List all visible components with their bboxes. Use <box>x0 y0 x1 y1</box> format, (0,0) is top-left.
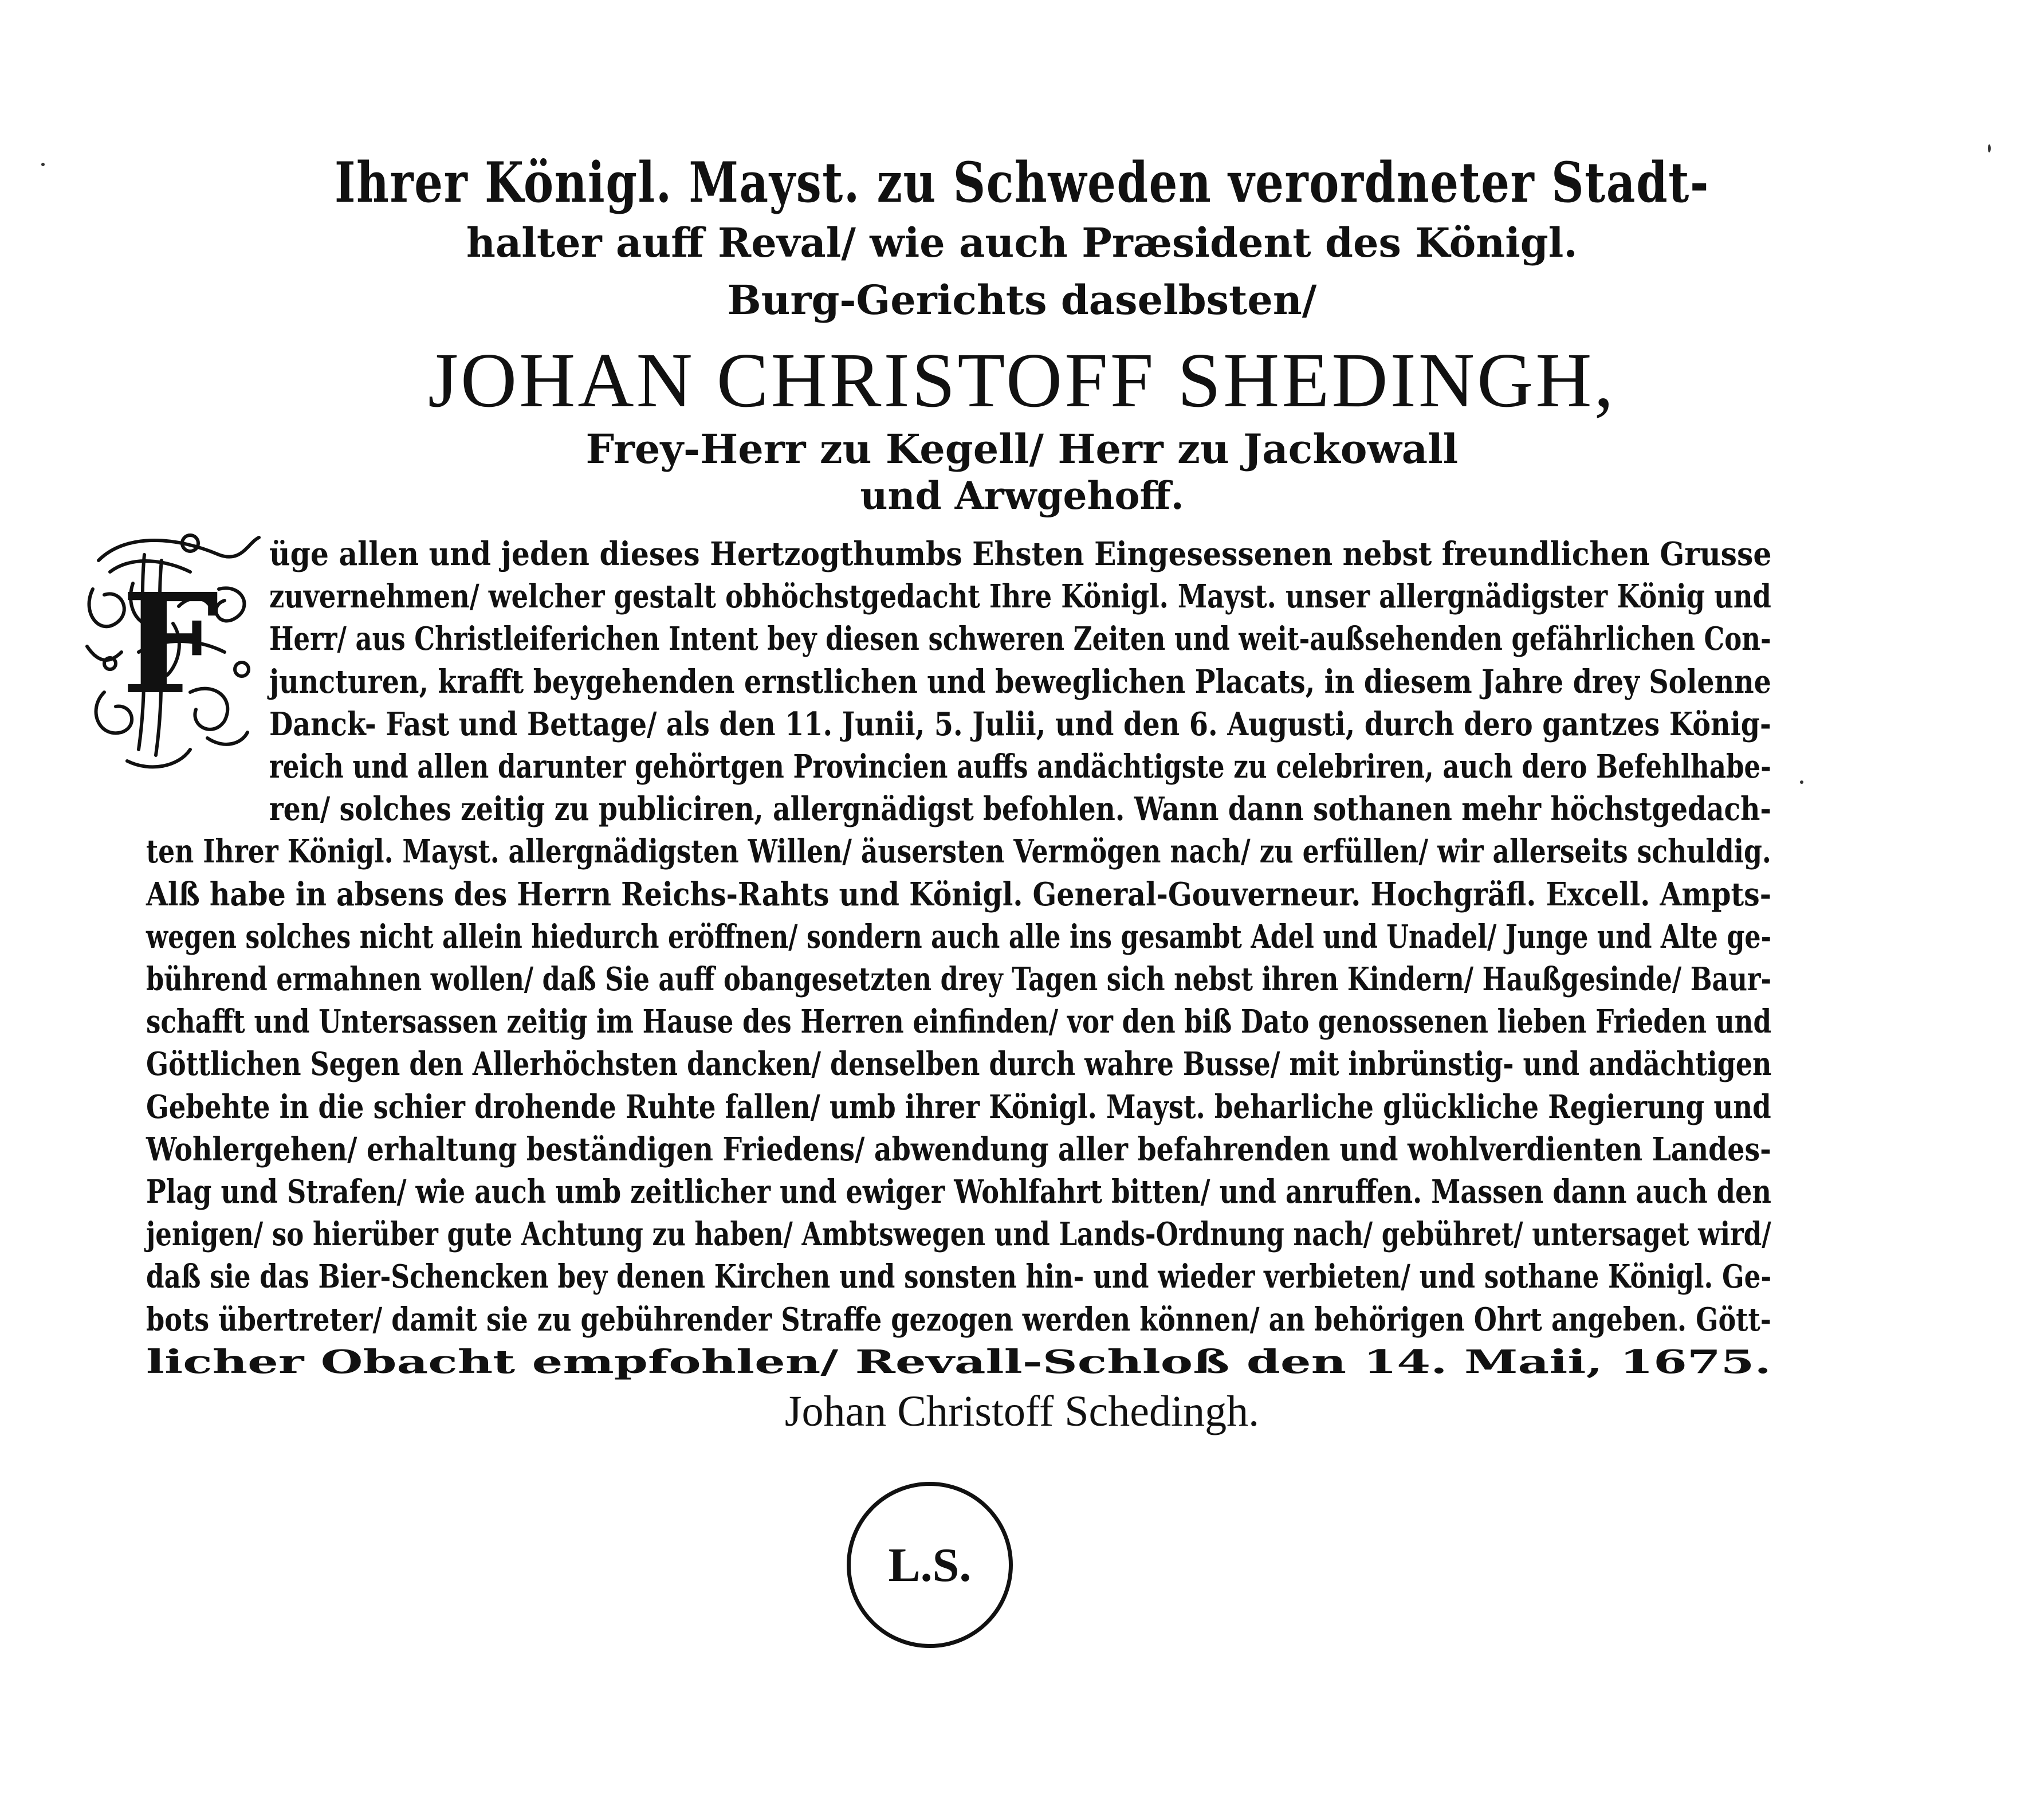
body-line: Wohlergehen/ erhaltung beständigen Friedens/ abwendung aller befahrenden und wohlverdienten Landes- <box>146 1130 1771 1168</box>
body-line: Plag und Strafen/ wie auch umb zeitlicher und ewiger Wohlfahrt bitten/ und anruffen. Massen dann auch den <box>146 1173 1771 1211</box>
body-line: üge allen und jeden dieses Hertzogthumbs Ehsten Eingesessenen nebst freundlichen Grusse <box>269 535 1772 573</box>
body-line: Göttlichen Segen den Allerhöchsten dancken/ denselben durch wahre Busse/ mit inbrünstig- und andächtigen <box>146 1045 1772 1084</box>
paper-speck <box>1988 144 1991 152</box>
body-line: ten Ihrer Königl. Mayst. allergnädigsten Willen/ äusersten Vermögen nach/ zu erfüllen/ wir allerseits schuldig. <box>146 833 1771 871</box>
body-line: zuvernehmen/ welcher gestalt obhöchstgedacht Ihre Königl. Mayst. unser allergnädigster König und <box>269 578 1771 616</box>
body-line: ren/ solches zeitig zu publiciren, allergnädigst befohlen. Wann dann sothanen mehr höchstgedach- <box>269 790 1771 829</box>
paper-speck <box>41 163 45 166</box>
header-line-2: halter auff Reval/ wie auch Præsident des Königl. <box>466 219 1578 266</box>
header-line-3: Burg-Gerichts daselbsten/ <box>727 276 1317 324</box>
body-line: Danck- Fast und Bettage/ als den 11. Junii, 5. Julii, und den 6. Augusti, durch dero gantzes König- <box>269 705 1771 743</box>
svg-text:F: F <box>121 563 219 725</box>
body-line: juncturen, krafft beygehenden ernstlichen und beweglichen Placats, in diesem Jahre drey Solenne <box>269 662 1771 701</box>
body-line: Gebehte in die schier drohende Ruhte fallen/ umb ihrer Königl. Mayst. beharliche glückliche Regierung und <box>146 1088 1771 1126</box>
body-line: daß sie das Bier-Schencken bey denen Kirchen und sonsten hin- und wieder verbieten/ und sothane Königl. Ge- <box>146 1258 1772 1296</box>
body-line: Herr/ aus Christleiferichen Intent bey diesen schweren Zeiten und weit-außsehenden gefährlichen Con- <box>269 620 1771 658</box>
body-line: reich und allen darunter gehörtgen Provincien auffs andächtigste zu celebriren, auch dero Befehlhabe- <box>269 748 1771 786</box>
body-line: licher Obacht empfohlen/ Revall-Schloß den 14. Maii, 1675. <box>146 1343 1771 1381</box>
body-line: bührend ermahnen wollen/ daß Sie auff obangesetzten drey Tagen sich nebst ihren Kindern/ Haußgesinde/ Baur- <box>146 960 1771 998</box>
body-line: wegen solches nicht allein hiedurch eröffnen/ sondern auch alle ins gesambt Adel und Unadel/ Junge und Alte ge- <box>146 917 1772 956</box>
header-line-5: und Arwgehoff. <box>860 473 1184 518</box>
paper-speck <box>1800 780 1803 784</box>
body-line: Alß habe in absens des Herrn Reichs-Rahts und Königl. General-Gouverneur. Hochgräfl. Excell. Ampts- <box>146 875 1772 913</box>
signature: Johan Christoff Schedingh. <box>784 1387 1260 1435</box>
issuer-name: JOHAN CHRISTOFF SHEDINGH, <box>428 338 1616 423</box>
header-line-1: Ihrer Königl. Mayst. zu Schweden verordneter Stadt- <box>335 150 1710 215</box>
body-line: bots übertreter/ damit sie zu gebührender Straffe gezogen werden können/ an behörigen Ohrt angeben. Gött- <box>146 1300 1771 1339</box>
seal-circle <box>847 1482 1013 1648</box>
seal-text: L.S. <box>888 1538 972 1592</box>
header-line-4: Frey-Herr zu Kegell/ Herr zu Jackowall <box>585 425 1459 473</box>
decorated-initial-icon <box>76 520 265 772</box>
body-line: schafft und Untersassen zeitig im Hause des Herren einfinden/ vor den biß Dato genossenen lieben Frieden und <box>146 1003 1772 1041</box>
body-line: jenigen/ so hierüber gute Achtung zu haben/ Ambtswegen und Lands-Ordnung nach/ gebühret/ untersaget wird/ <box>146 1215 1771 1254</box>
